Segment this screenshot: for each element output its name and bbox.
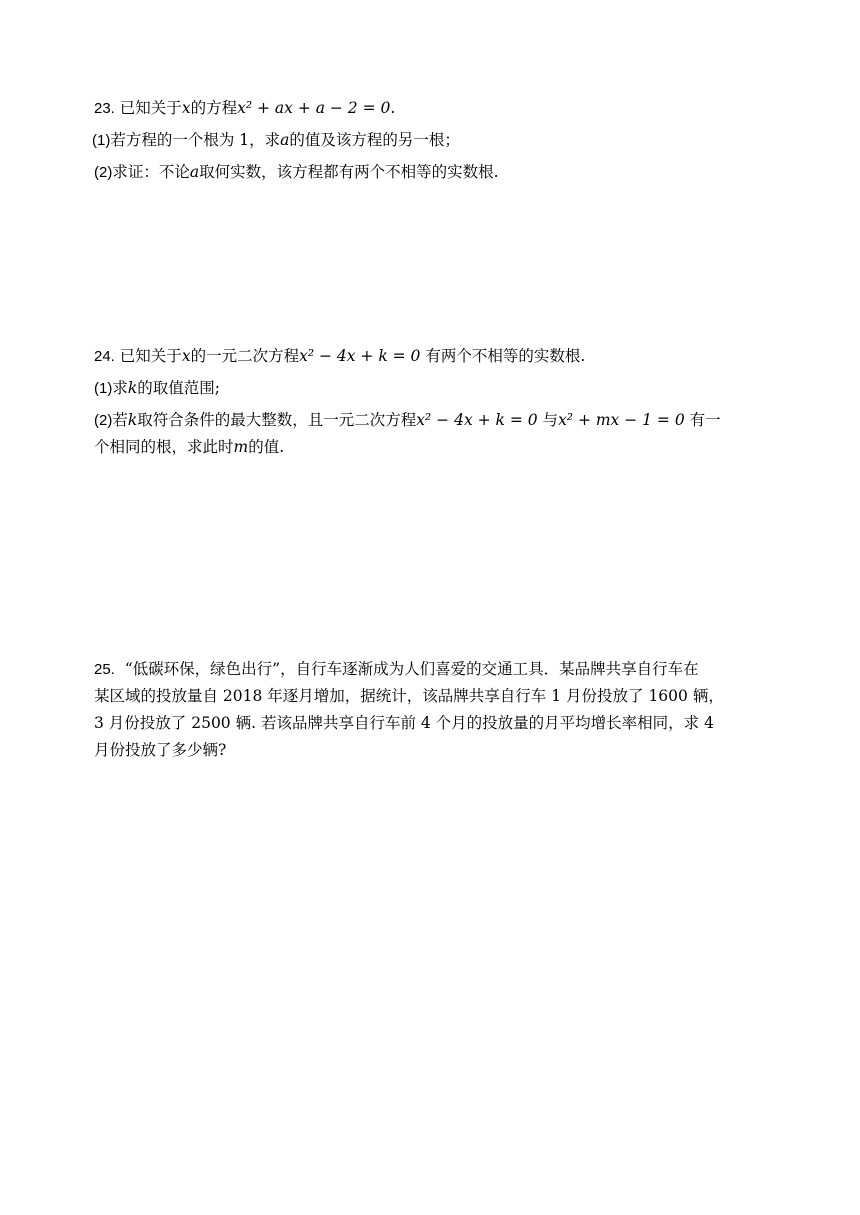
part-text: 求证：不论	[112, 163, 190, 181]
question-25	[94, 656, 774, 764]
math-variable: k	[127, 379, 138, 397]
math-variable: m	[233, 438, 249, 456]
question-text: 3 月份投放了 2500 辆. 若该品牌共享自行车前 4 个月的投放量的月平均增长率相同，求 4	[94, 714, 714, 732]
part-text: 的取值范围;	[137, 379, 220, 397]
part-text: 取符合条件的最大整数，且一元二次方程	[137, 411, 417, 429]
part-label: (1)	[94, 380, 113, 397]
part-text: 有一	[684, 411, 721, 429]
part-label: (1)	[92, 132, 111, 149]
math-equation: x² − 4x + k = 0	[416, 411, 538, 429]
part-text: 若	[112, 411, 128, 429]
question-number: 24.	[94, 348, 115, 365]
question-24-stem	[94, 343, 774, 370]
math-variable: k	[127, 411, 138, 429]
math-variable: x	[181, 99, 191, 117]
question-25-line-4	[94, 737, 774, 764]
question-25-line-1	[94, 656, 774, 683]
question-24-part-2	[94, 407, 774, 434]
question-24	[94, 343, 774, 461]
part-text: 求	[112, 379, 128, 397]
question-text: 某区域的投放量自 2018 年逐月增加，据统计，该品牌共享自行车 1 月份投放了 1600 辆，	[94, 687, 724, 705]
question-23	[94, 95, 774, 186]
stem-text: .	[390, 99, 396, 117]
math-equation: x² + ax + a − 2 = 0	[237, 99, 391, 117]
question-23-part-2	[94, 159, 774, 186]
question-text: “低碳环保，绿色出行”，自行车逐渐成为人们喜爱的交通工具．某品牌共享自行车在	[124, 660, 699, 678]
part-label: (2)	[94, 164, 113, 181]
part-text: 的值.	[248, 438, 285, 456]
question-24-part-1	[94, 375, 774, 402]
stem-text: 有两个不相等的实数根.	[420, 347, 586, 365]
part-text: 取何实数，该方程都有两个不相等的实数根.	[199, 163, 499, 181]
part-text: 与	[537, 411, 559, 429]
stem-text: 已知关于	[119, 99, 182, 117]
math-equation: x² − 4x + k = 0	[299, 347, 421, 365]
math-equation: x² + mx − 1 = 0	[558, 411, 685, 429]
part-text: 的值及该方程的另一根；	[289, 131, 460, 149]
part-text: 个相同的根，求此时	[94, 438, 234, 456]
part-text: 若方程的一个根为 1，求	[110, 131, 281, 149]
math-variable: a	[280, 131, 290, 149]
question-25-line-2	[94, 683, 774, 710]
stem-text: 已知关于	[119, 347, 182, 365]
question-number: 25.	[94, 661, 115, 678]
math-variable: x	[181, 347, 191, 365]
part-label: (2)	[94, 412, 113, 429]
stem-text: 的方程	[190, 99, 238, 117]
question-25-line-3	[94, 710, 774, 737]
question-23-part-1	[92, 127, 774, 154]
question-23-stem	[94, 95, 774, 122]
math-variable: a	[189, 163, 200, 181]
question-number: 23.	[94, 100, 115, 117]
question-24-part-2-continued	[94, 434, 774, 461]
question-text: 月份投放了多少辆?	[94, 741, 227, 759]
stem-text: 的一元二次方程	[190, 347, 300, 365]
